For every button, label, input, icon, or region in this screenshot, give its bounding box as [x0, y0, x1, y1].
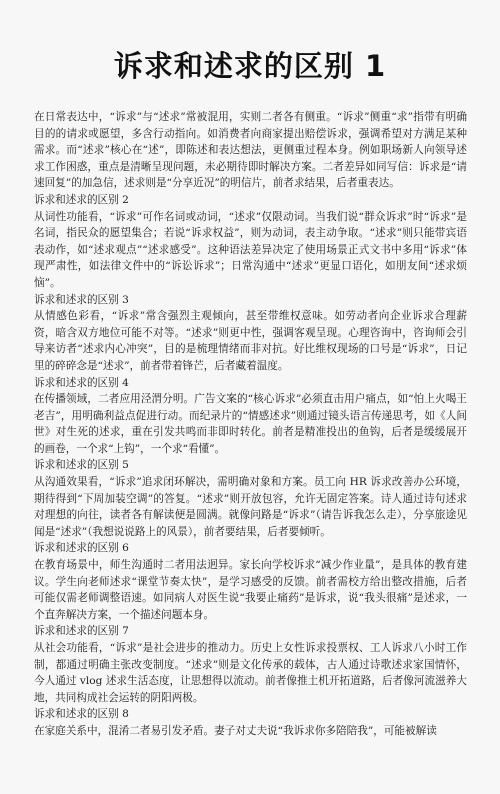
page-title: 诉求和述求的区别 1 [113, 49, 387, 83]
section-heading-5: 诉求和述求的区别 5 [34, 459, 129, 472]
paragraph-6: 在教育场景中，师生沟通时二者用法迥异。家长向学校诉求“减少作业量”，是具体的教育建议。学生向老师述求“课堂节奏太快”，是学习感受的反馈。前者需校方给出整改措施，后者可能仅需老师调整语速。如同病人对医生说“我要止痛药”是诉求，说“我头很痛”是述求，一个直奔解决方案，一个描述问题本身。 [34, 559, 467, 621]
paragraph-4: 在传播领域，二者应用泾渭分明。广告文案的“核心诉求”必须直击用户痛点，如“怕上火喝王老吉”，用明确利益点促进行动。而纪录片的“情感述求”则通过镜头语言传递思考，如《人间世》对生死的述求，重在引发共鸣而非即时转化。前者是精准投出的鱼钩，后者是缓缓展开的画卷，一个求“上钩”，一个求“看懂”。 [34, 393, 467, 455]
section-heading-6: 诉求和述求的区别 6 [34, 542, 129, 555]
document-body [34, 109, 467, 740]
paragraph-2: 从词性功能看，“诉求”可作名词或动词，“述求”仅限动词。当我们说“群众诉求”时“诉求”是名词，指民众的愿望集合；若说“诉求权益”，则为动词，表主动争取。“述求”则只能带宾语表动作，如“述求观点”“述求感受”。这种语法差异决定了使用场景正式文书中多用“诉求”体现严肃性，如法律文件中的“诉讼诉求”；日常沟通中“述求”更显口语化，如朋友间“述求烦恼”。 [34, 210, 467, 289]
section-heading-7: 诉求和述求的区别 7 [34, 625, 129, 638]
paragraph-8: 在家庭关系中，混淆二者易引发矛盾。妻子对丈夫说“我诉求你多陪陪我”，可能被解读 [34, 724, 437, 737]
paragraph-3: 从情感色彩看，“诉求”常含强烈主观倾向，甚至带维权意味。如劳动者向企业诉求合理薪资，暗含双方地位可能不对等。“述求”则更中性，强调客观呈现。心理咨询中，咨询师会引导来访者“述求内心冲突”，目的是梳理情绪而非对抗。好比维权现场的口号是“诉求”，日记里的碎碎念是“述求”，前者带着锋芒，后者藏着温度。 [34, 310, 467, 372]
paragraph-1: 在日常表达中，“诉求”与“述求”常被混用，实则二者各有侧重。“诉求”侧重“求”指带有明确目的的请求或愿望，多含行动指向。如消费者向商家提出赔偿诉求，强调希望对方满足某种需求。而“述求”核心在“述”，即陈述和表达想法，更侧重过程本身。例如职场新人向领导述求工作困惑，重点是清晰呈现问题，未必期待即时解决方案。二者差异如同写信：诉求是“请速回复”的加急信，述求则是“分享近况”的明信片，前者求结果，后者重表达。 [34, 111, 467, 190]
section-heading-2: 诉求和述求的区别 2 [34, 193, 129, 206]
paragraph-5: 从沟通效果看，“诉求”追求闭环解决，需明确对象和方案。员工向 HR 诉求改善办公环境，期待得到“下周加装空调”的答复。“述求”则开放包容，允许无固定答案。诗人通过诗句述求对理想的向往，读者各有解读便是圆满。就像问路是“诉求”（请告诉我怎么走），分享旅途见闻是“述求”（我想说说路上的风景），前者要结果，后者要倾听。 [34, 476, 467, 538]
paragraph-7: 从社会功能看，“诉求”是社会进步的推动力。历史上女性诉求投票权、工人诉求八小时工作制，都通过明确主张改变制度。“述求”则是文化传承的载体，古人通过诗歌述求家国情怀，今人通过 vlog 述求生活态度，让思想得以流动。前者像推土机开拓道路，后者像河流滋养大地，共同构成社会运转的阴阳两极。 [34, 642, 467, 704]
section-heading-8: 诉求和述求的区别 8 [34, 708, 129, 721]
section-heading-3: 诉求和述求的区别 3 [34, 293, 129, 306]
section-heading-4: 诉求和述求的区别 4 [34, 376, 129, 389]
